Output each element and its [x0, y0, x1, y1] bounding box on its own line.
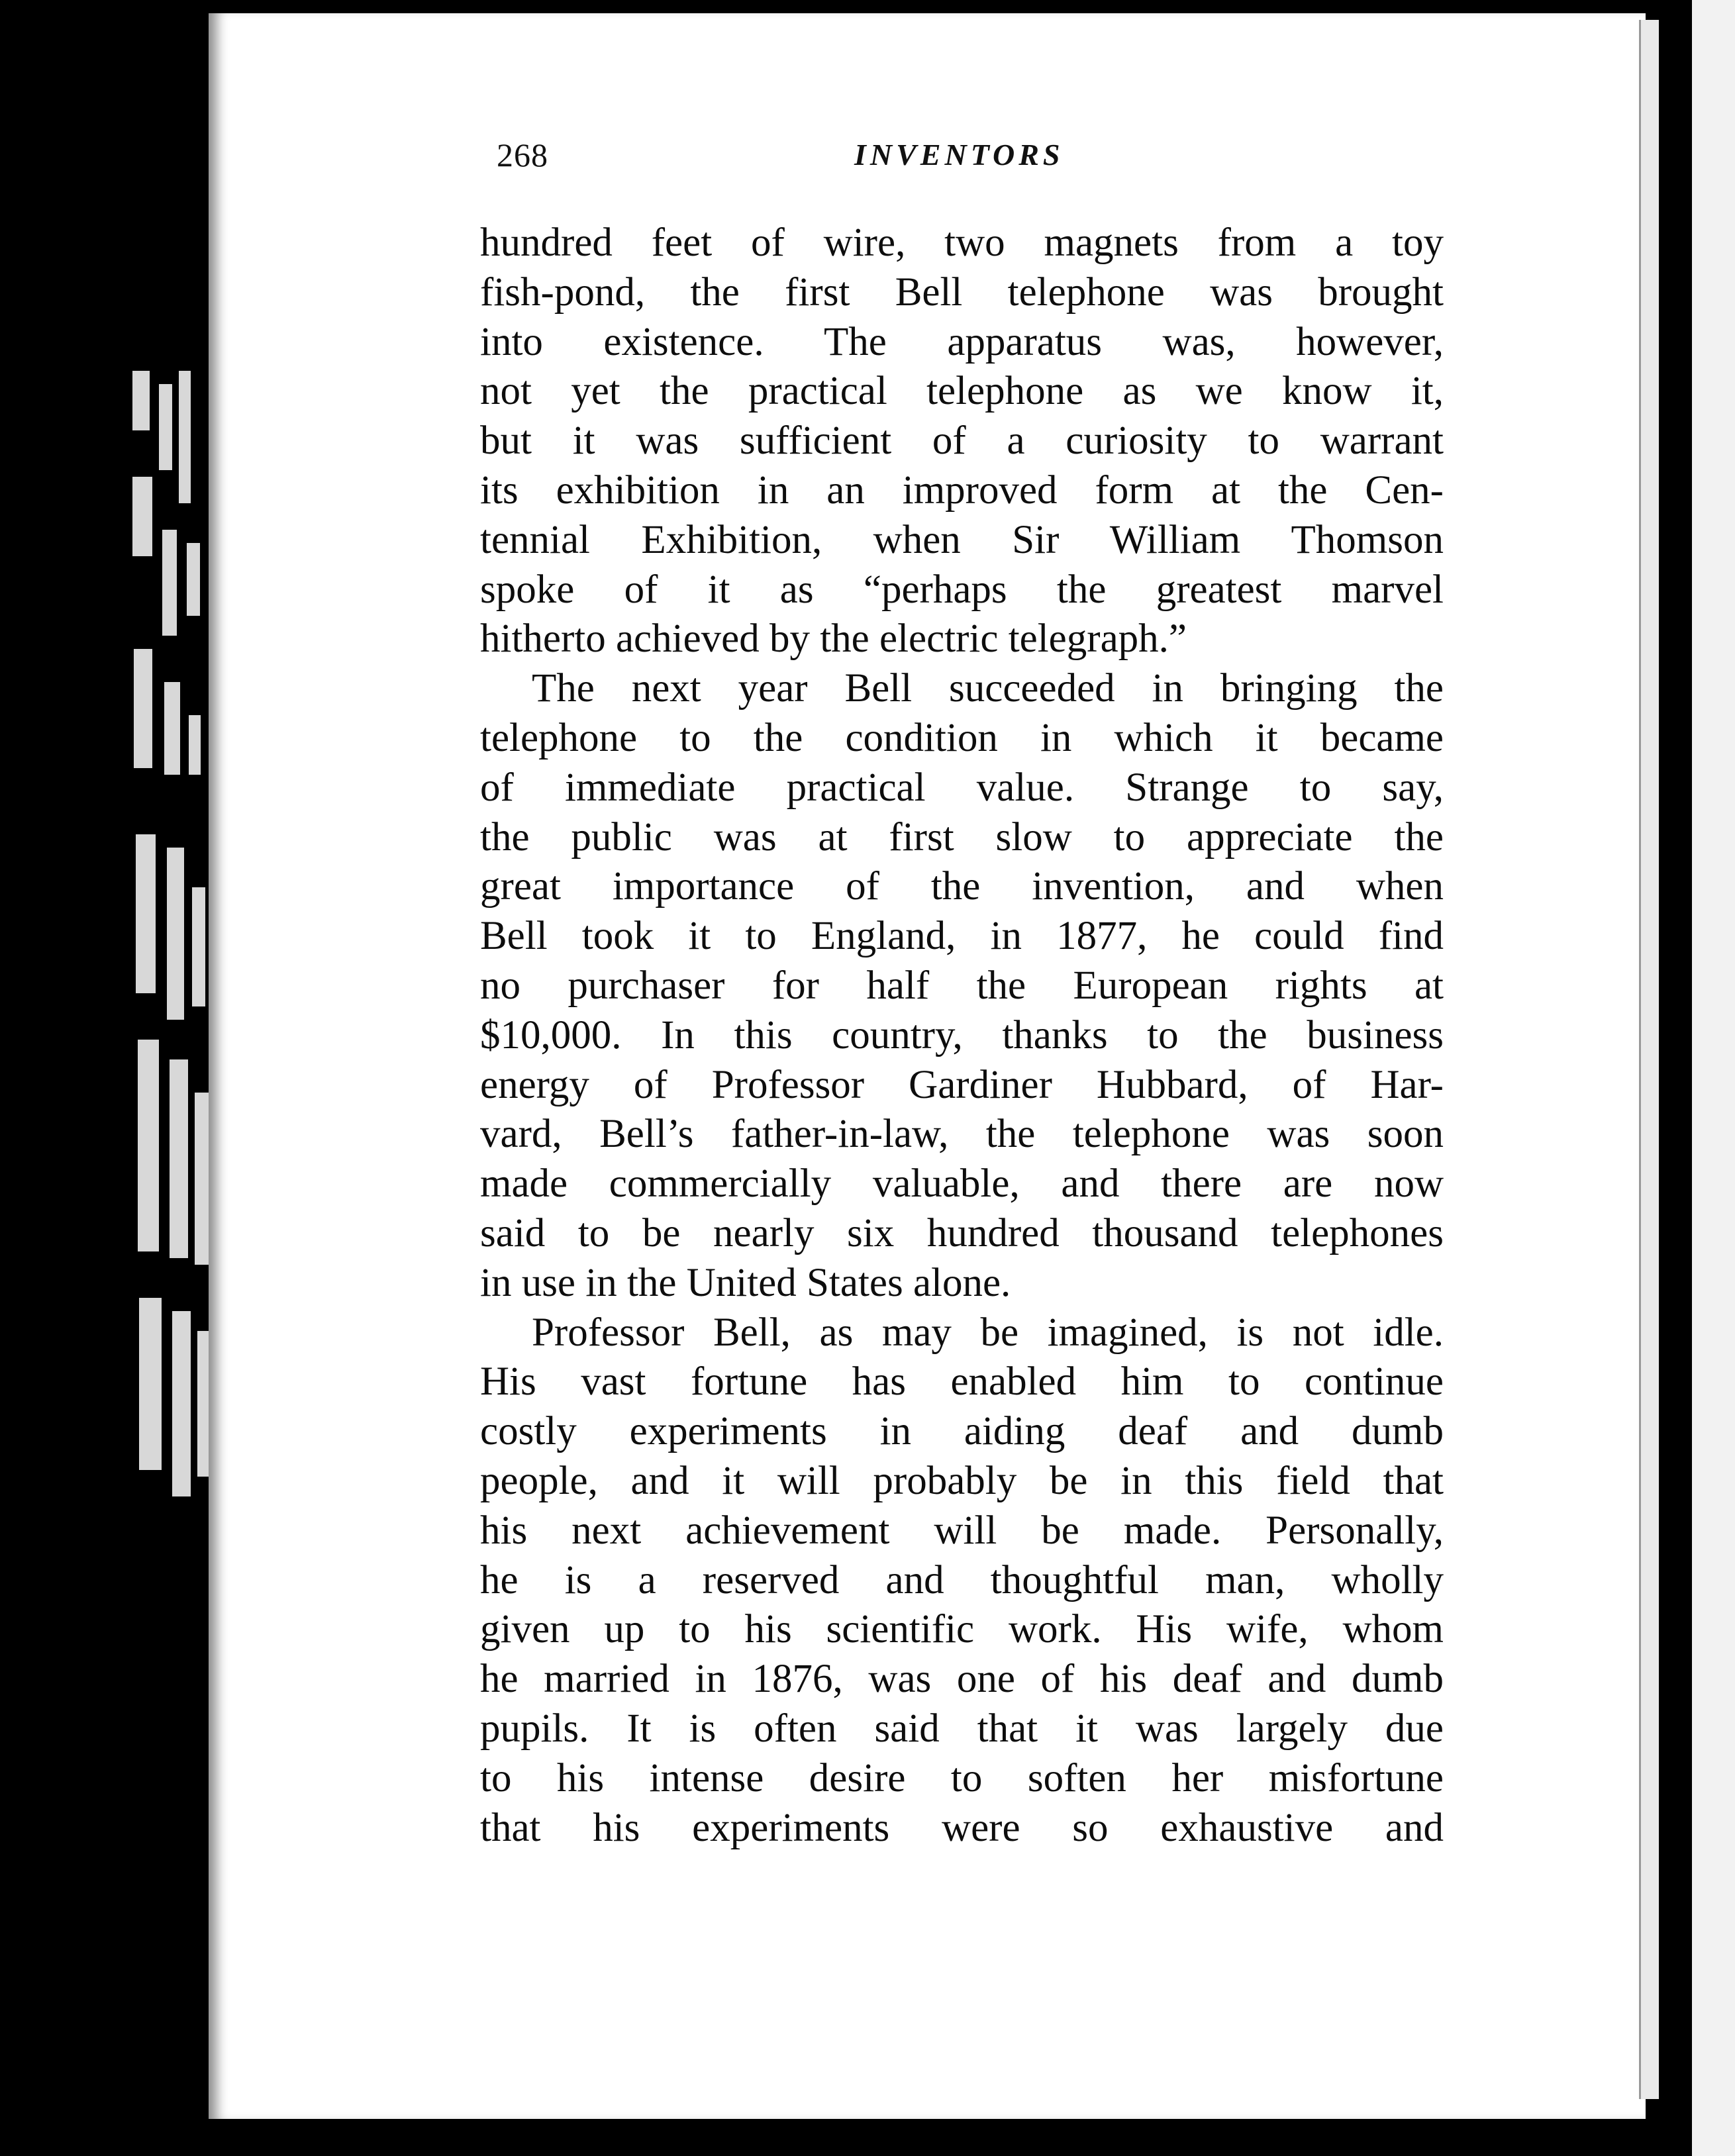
text-line: fish-pond, the first Bell telephone was brought — [480, 270, 1444, 315]
body-text — [480, 219, 1444, 1853]
text-line: The next year Bell succeeded in bringing the — [532, 666, 1444, 711]
running-title: INVENTORS — [854, 138, 1064, 172]
text-line: said to be nearly six hundred thousand telephones — [480, 1210, 1444, 1255]
text-line: people, and it will probably be in this field that — [480, 1458, 1444, 1503]
facing-page-sliver — [1692, 0, 1735, 2156]
text-line: made commercially valuable, and there are now — [480, 1161, 1444, 1206]
text-line: not yet the practical telephone as we know it, — [480, 369, 1444, 414]
text-line: into existence. The apparatus was, however, — [480, 319, 1444, 364]
text-line: Bell took it to England, in 1877, he could find — [480, 914, 1444, 959]
text-line: its exhibition in an improved form at the Cen- — [480, 467, 1444, 513]
text-line: the public was at first slow to appreciate the — [480, 814, 1444, 859]
text-line: hundred feet of wire, two magnets from a toy — [480, 220, 1444, 265]
text-line: energy of Professor Gardiner Hubbard, of Har- — [480, 1062, 1444, 1107]
text-line: his next achievement will be made. Personally, — [480, 1508, 1444, 1553]
running-head — [497, 136, 1437, 182]
text-line: but it was sufficient of a curiosity to warrant — [480, 418, 1444, 464]
book-gutter — [0, 0, 225, 2156]
text-line: he is a reserved and thoughtful man, wholly — [480, 1557, 1444, 1602]
text-line: he married in 1876, was one of his deaf and dumb — [480, 1657, 1444, 1702]
text-line: pupils. It is often said that it was largely due — [480, 1706, 1444, 1751]
text-line: costly experiments in aiding deaf and dumb — [480, 1409, 1444, 1454]
page-edge — [1639, 20, 1661, 2099]
text-line: $10,000. In this country, thanks to the business — [480, 1012, 1444, 1057]
text-line: telephone to the condition in which it became — [480, 715, 1444, 760]
text-line: great importance of the invention, and when — [480, 864, 1444, 909]
text-line: that his experiments were so exhaustive and — [480, 1805, 1444, 1850]
text-line: tennial Exhibition, when Sir William Thomson — [480, 517, 1444, 562]
text-line: hitherto achieved by the electric telegraph.” — [480, 616, 1187, 662]
text-line: vard, Bell’s father-in-law, the telephone was soon — [480, 1112, 1444, 1157]
facing-page-margin — [1659, 0, 1735, 2156]
text-line: to his intense desire to soften her misfortune — [480, 1755, 1444, 1800]
text-line: Professor Bell, as may be imagined, is not idle. — [532, 1310, 1444, 1355]
text-line: in use in the United States alone. — [480, 1260, 1011, 1305]
text-line: spoke of it as “perhaps the greatest marvel — [480, 567, 1444, 612]
text-line: of immediate practical value. Strange to say, — [480, 765, 1444, 810]
text-line: no purchaser for half the European rights at — [480, 963, 1444, 1008]
text-line: His vast fortune has enabled him to continue — [480, 1359, 1444, 1404]
text-line: given up to his scientific work. His wife, whom — [480, 1607, 1444, 1652]
page-number: 268 — [497, 136, 548, 173]
binding-spine-lettering — [126, 371, 219, 1695]
